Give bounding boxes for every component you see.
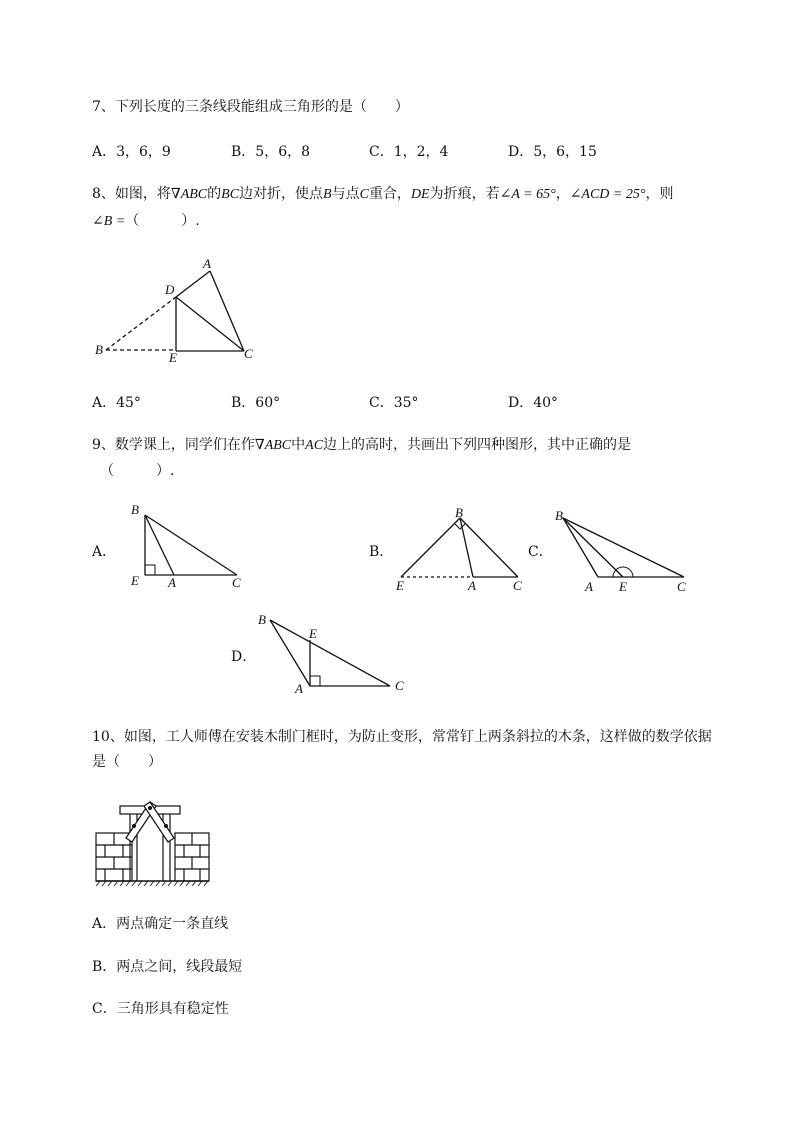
q7-option-c: C．1，2，4 [369, 144, 449, 160]
q8-option-c: C．35° [369, 395, 419, 411]
q9-option-a: A． [92, 544, 117, 560]
q9b-label-b: B [455, 505, 463, 520]
q9c-label-a: A [585, 579, 593, 594]
q9d-label-e: E [309, 626, 317, 641]
triangle-abc: ∇ABC [170, 187, 208, 202]
q10-option-c: C．三角形具有稳定性 [92, 1001, 229, 1017]
q8-label-d: D [165, 282, 175, 297]
q10-option-b: B．两点之间，线段最短 [92, 959, 243, 975]
q7-option-a: A．3，6，9 [92, 144, 171, 160]
q7-option-d: D．5，6，15 [508, 144, 597, 160]
q8-stem-line2: ∠B =（ ）. [92, 213, 200, 229]
q9d-label-a: A [295, 681, 303, 696]
q8-label-e: E [169, 350, 177, 365]
q9b-label-a: A [468, 578, 476, 593]
q9-stem-line1: 9、数学课上，同学们在作∇ABC中AC边上的高时，共画出下列四种图形，其中正确的是 [92, 437, 632, 453]
q9c-label-c: C [677, 579, 686, 594]
q7-stem: 7、下列长度的三条线段能组成三角形的是（ ） [92, 99, 409, 115]
q8-option-a: A．45° [92, 395, 141, 411]
q9-option-d: D． [231, 649, 257, 665]
q9d-label-c: C [395, 678, 404, 693]
q9-stem-line2: （ ）. [100, 463, 175, 479]
q7-option-b: B．5，6，8 [231, 144, 311, 160]
q9c-label-b: B [555, 508, 563, 523]
q8-label-c: C [244, 346, 253, 361]
q8-stem-line1: 8、如图，将∇ABC的BC边对折，使点B与点C重合，DE为折痕，若∠A = 65°，∠ACD = 25°，则 [92, 186, 674, 202]
q9c-label-e: E [619, 579, 627, 594]
q8-label-b: B [95, 342, 103, 357]
q9a-label-c: C [232, 575, 241, 590]
q9a-label-a: A [168, 575, 176, 590]
q8-label-a: A [203, 256, 211, 271]
q9a-label-e: E [131, 573, 139, 588]
triangle-abc: ∇ABC [254, 438, 292, 453]
q9b-label-e: E [396, 578, 404, 593]
q10-stem-line2: 是（ ） [92, 754, 162, 770]
q9b-label-c: C [513, 578, 522, 593]
q9a-label-b: B [131, 502, 139, 517]
q9d-label-b: B [258, 612, 266, 627]
q9-option-b: B． [369, 544, 394, 560]
q8-option-d: D．40° [508, 395, 559, 411]
q10-stem-line1: 10、如图，工人师傅在安装木制门框时，为防止变形，常常钉上两条斜拉的木条，这样做的数学依据 [92, 729, 712, 745]
q9-option-c: C． [528, 544, 553, 560]
q10-option-a: A．两点确定一条直线 [92, 916, 229, 932]
q8-option-b: B．60° [231, 395, 281, 411]
